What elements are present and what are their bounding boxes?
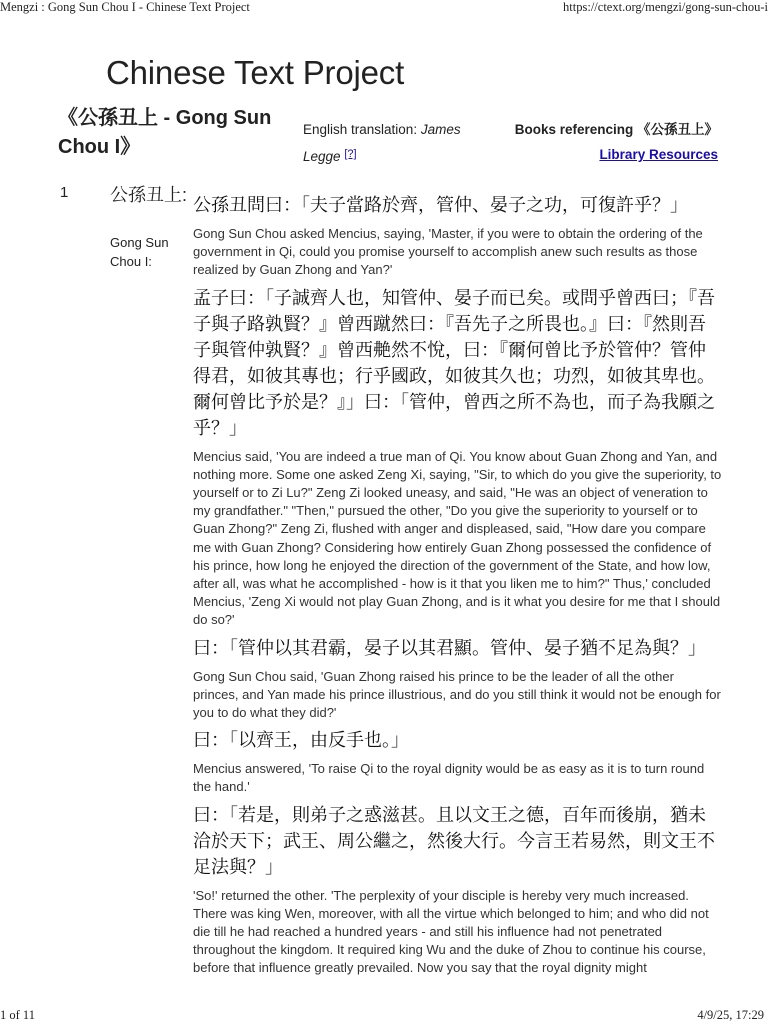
paragraph-zh-2: 孟子曰：「子誠齊人也，知管仲、晏子而已矣。或問乎曾西曰；『吾子與子路孰賢？』曾西蹴然曰：『吾先子之所畏也。』曰：『然則吾子與管仲孰賢？』曾西艴然不悅，曰：『爾何曾比予於管仲？管仲得君，如彼其專也；行乎國政，如彼其久也；功烈，如彼其卑也。爾何曾比予於是？』」曰：「管仲，曾西之所不為也，而子為我願之乎？」	[193, 287, 715, 438]
paragraph-zh-1: 公孫丑問曰：「夫子當路於齊，管仲、晏子之功，可復許乎？」	[193, 195, 688, 215]
print-datetime: 4/9/25, 17:29	[697, 1008, 764, 1022]
library-resources-link[interactable]: Library Resources	[599, 147, 718, 162]
paragraph-zh-4: 曰：「以齊王，由反手也。」	[193, 730, 409, 751]
print-header-title: Mengzi : Gong Sun Chou I - Chinese Text Project	[0, 0, 250, 14]
paragraph-en-2: Mencius said, 'You are indeed a true man of Qi. You know about Guan Zhong and Yan, and nothing more. Some one asked Zeng Xi, saying, "Sir, to which do you give the superiority, to yourself or to Zi Lu?" Zeng Zi looked uneasy, and said, "He was an object of veneration to my grandfather." "Then," pursued the other, "Do you give the superiority to yourself or to Guan Zhong?" Zeng Zi, flushed with anger and displeased, said, "How dare you compare me with Guan Zhong? Considering how entirely Guan Zhong possessed the confidence of his prince, how long he enjoyed the direction of the government of the State, and how low, after all, was what he accomplished - how is it that you liken me to him?" Thus,' concluded Mencius, 'Zeng Xi would not play Guan Zhong, and is it what you desire for me that I should do so?'	[193, 448, 722, 628]
passage-number[interactable]: 1	[60, 184, 69, 201]
print-footer	[0, 1008, 768, 1024]
translator-name: James Legge	[303, 122, 461, 164]
chapter-heading: 《公孫丑上 - Gong Sun Chou I》	[58, 107, 272, 158]
paragraph-zh-5: 曰：「若是，則弟子之惑滋甚。且以文王之德，百年而後崩，猶未洽於天下；武王、周公繼之，然後大行。今言王若易然，則文王不足法與？」	[193, 804, 715, 877]
translation-info	[303, 117, 493, 169]
passage-content	[193, 192, 723, 983]
page-counter: 1 of 11	[0, 1008, 35, 1022]
translation-help-link[interactable]: [?]	[344, 148, 357, 160]
translation-label: English translation:	[303, 122, 421, 137]
paragraph-en-4: Mencius answered, 'To raise Qi to the royal dignity would be as easy as it is to turn round the hand.'	[193, 761, 705, 795]
paragraph-zh-3: 曰：「管仲以其君霸，晏子以其君顯。管仲、晏子猶不足為與？」	[193, 637, 706, 658]
print-header	[0, 0, 768, 16]
paragraph-en-5: 'So!' returned the other. 'The perplexity of your disciple is hereby very much increased. There was king Wen, moreover, with all the virtue which belonged to him; and who did not die till he had reached a hundred years - and still his influence had not penetrated throughout the kingdom. It required king Wu and the duke of Zhou to continue his course, before that influence greatly prevailed. Now you say that the royal dignity might	[193, 887, 709, 976]
passage-title-zh: 公孫丑上:	[110, 185, 188, 205]
passage-title-en: Gong Sun Chou I:	[110, 235, 169, 269]
site-title[interactable]: Chinese Text Project	[106, 54, 405, 91]
books-referencing-label: Books referencing 《公孫丑上》	[514, 122, 718, 137]
books-referencing	[515, 117, 718, 167]
print-header-url: https://ctext.org/mengzi/gong-sun-chou-i	[563, 0, 768, 14]
paragraph-en-1: Gong Sun Chou asked Mencius, saying, 'Master, if you were to obtain the ordering of the government in Qi, could you promise yourself to accomplish anew such results as those realized by Guan Zhong and Yan?'	[193, 226, 703, 278]
paragraph-en-3: Gong Sun Chou said, 'Guan Zhong raised his prince to be the leader of all the other princes, and Yan made his prince illustrious, and do you still think it would not be enough for you to do what they did?'	[193, 668, 721, 721]
